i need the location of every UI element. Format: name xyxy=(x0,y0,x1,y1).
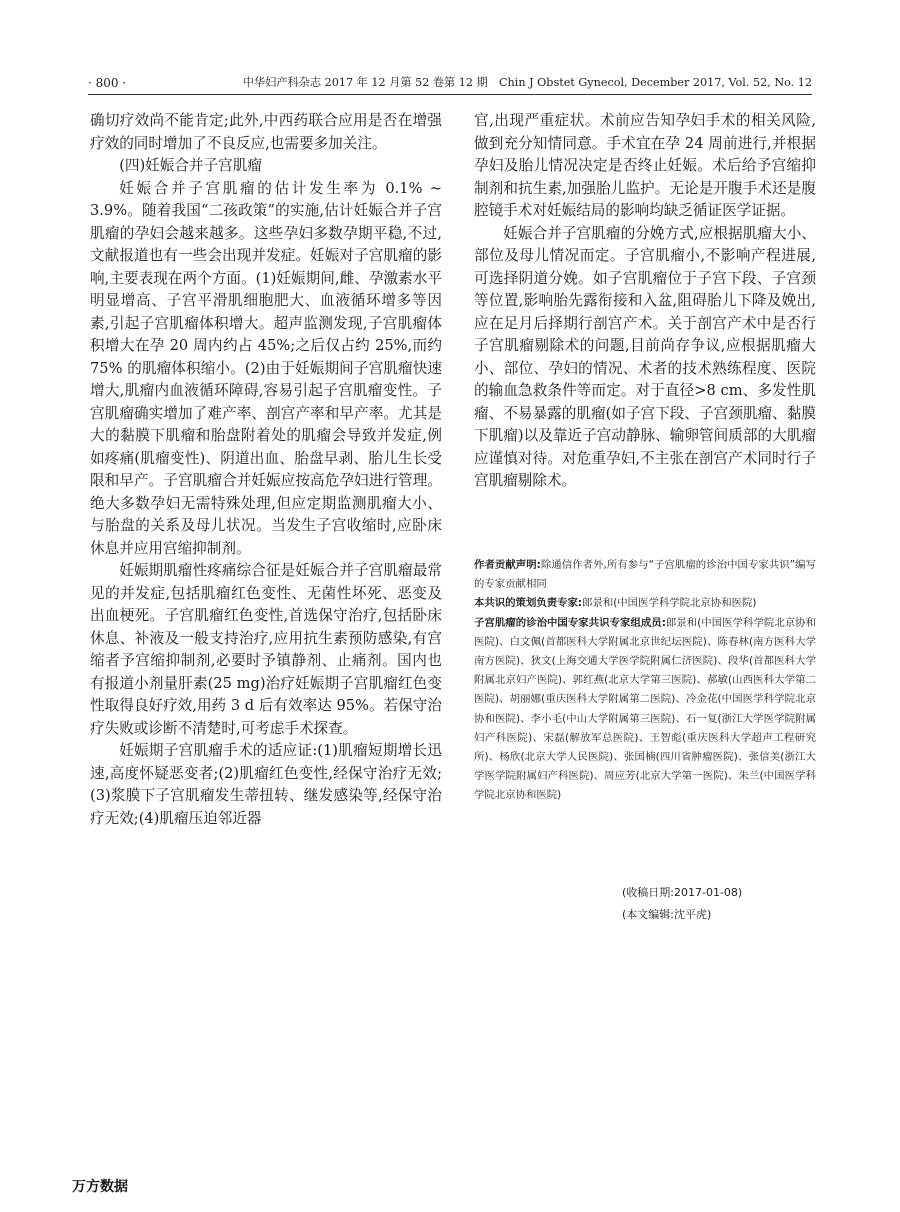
expert-group-text: 郎景和(中国医学科学院北京协和医院)、白文佩(首都医科大学附属北京世纪坛医院)、陈春林(南方医科大学南方医院)、狄文(上海交通大学医学院附属仁济医院)、段华(首都医科大学附属北京妇产医院)、郭红燕(北京大学第三医院)、郝敏(山西医科大学第二医院)、胡丽娜(重庆医科大学附属第二医院)、冷金花(中国医学科学院北京协和医院)、李小毛(中山大学附属第三医院)、石一复(浙江大学医学院附属妇产科医院)、宋磊(解放军总医院)、王智彪(重庆医科大学超声工程研究所)、杨欣(北京大学人民医院)、张国楠(四川省肿瘤医院)、张信美(浙江大学医学院附属妇产科医院)、周应芳(北京大学第一医院)、朱兰(中国医学科学院北京协和医院) xyxy=(474,616,816,802)
contribution-statement xyxy=(474,556,816,594)
right-column xyxy=(474,110,816,493)
editor-credit: (本文编辑:沈平虎) xyxy=(622,908,712,921)
paragraph: 妊娠期肌瘤性疼痛综合征是妊娠合并子宫肌瘤最常见的并发症,包括肌瘤红色变性、无菌性坏死、恶变及出血梗死。子宫肌瘤红色变性,首选保守治疗,包括卧床休息、补液及一般支持治疗,应用抗生素预防感染,有宫缩者予宫缩抑制剂,必要时予镇静剂、止痛剂。国内也有报道小剂量肝素(25 mg)治疗妊娠期子宫肌瘤红色变性取得良好疗效,用药 3 d 后有效率达 95%。若保守治疗失败或诊断不清楚时,可考虑手术探查。 xyxy=(90,562,442,737)
watermark-text: 万方数据 xyxy=(72,1179,128,1195)
received-date: (收稿日期:2017-01-08) xyxy=(622,886,743,899)
paragraph: 官,出现严重症状。术前应告知孕妇手术的相关风险,做到充分知情同意。手术宜在孕 24 周前进行,并根据孕妇及胎儿情况决定是否终止妊娠。术后给予宫缩抑制剂和抗生素,加强胎儿监护。无论是开腹手术还是腹腔镜手术对妊娠结局的影响均缺乏循证医学证据。 xyxy=(474,112,816,219)
paragraph: 妊娠合并子宫肌瘤的分娩方式,应根据肌瘤大小、部位及母儿情况而定。子宫肌瘤小,不影响产程进展,可选择阴道分娩。如子宫肌瘤位于子宫下段、子宫颈等位置,影响胎先露衔接和入盆,阻碍胎儿下降及娩出,应在足月后择期行剖宫产术。关于剖宫产术中是否行子宫肌瘤剔除术的问题,目前尚存争议,应根据肌瘤大小、部位、孕妇的情况、术者的技术熟练程度、医院的输血急救条件等而定。对于直径>8 cm、多发性肌瘤、不易暴露的肌瘤(如子宫下段、子宫颈肌瘤、黏膜下肌瘤)以及靠近子宫动静脉、输卵管间质部的大肌瘤应谨慎对待。对危重孕妇,不主张在剖宫产术同时行子宫肌瘤剔除术。 xyxy=(474,224,816,489)
planner-label: 本共识的策划负责专家: xyxy=(474,597,583,610)
expert-group-label: 子宫肌瘤的诊治中国专家共识专家组成员: xyxy=(474,616,666,629)
planner-statement xyxy=(474,594,816,613)
expert-group-statement xyxy=(474,614,816,806)
author-notes xyxy=(474,556,816,806)
article-dates xyxy=(560,882,860,926)
left-column xyxy=(90,110,442,830)
section-heading: (四)妊娠合并子宫肌瘤 xyxy=(119,157,262,174)
paragraph: 确切疗效尚不能肯定;此外,中西药联合应用是否在增强疗效的同时增加了不良反应,也需要多加关注。 xyxy=(90,112,442,152)
contribution-text: 除通信作者外,所有参与“子宫肌瘤的诊治中国专家共识”编写的专家贡献相同 xyxy=(474,559,816,591)
planner-text: 郎景和(中国医学科学院北京协和医院) xyxy=(582,597,757,610)
page-number: · 800 · xyxy=(88,76,127,90)
running-header xyxy=(88,72,812,95)
contribution-label: 作者贡献声明: xyxy=(474,559,541,571)
paragraph: 妊娠期子宫肌瘤手术的适应证:(1)肌瘤短期增长迅速,高度怀疑恶变者;(2)肌瘤红色变性,经保守治疗无效;(3)浆膜下子宫肌瘤发生蒂扭转、继发感染等,经保守治疗无效;(4)肌瘤压迫邻近器 xyxy=(90,742,442,827)
journal-citation: 中华妇产科杂志 2017 年 12 月第 52 卷第 12 期 Chin J Obstet Gynecol, December 2017, Vol. 52, No. 12 xyxy=(242,76,812,89)
paragraph: 妊娠合并子宫肌瘤的估计发生率为 0.1% ~ 3.9%。随着我国“二孩政策”的实施,估计妊娠合并子宫肌瘤的孕妇会越来越多。这些孕妇多数孕期平稳,不过,文献报道也有一些会出现并发症。妊娠对子宫肌瘤的影响,主要表现在两个方面。(1)妊娠期间,雌、孕激素水平明显增高、子宫平滑肌细胞肥大、血液循环增多等因素,引起子宫肌瘤体积增大。超声监测发现,子宫肌瘤体积增大在孕 20 周内约占 45%;之后仅占约 25%,而约 75% 的肌瘤体积缩小。(2)由于妊娠期间子宫肌瘤快速增大,肌瘤内血液循环障碍,容易引起子宫肌瘤变性。子宫肌瘤确实增加了难产率、剖宫产率和早产率。尤其是大的黏膜下肌瘤和胎盘附着处的肌瘤会导致并发症,例如疼痛(肌瘤变性)、阴道出血、胎盘早剥、胎儿生长受限和早产。子宫肌瘤合并妊娠应按高危孕妇进行管理。绝大多数孕妇无需特殊处理,但应定期监测肌瘤大小、与胎盘的关系及母儿状况。当发生子宫收缩时,应卧床休息并应用宫缩抑制剂。 xyxy=(90,179,442,557)
